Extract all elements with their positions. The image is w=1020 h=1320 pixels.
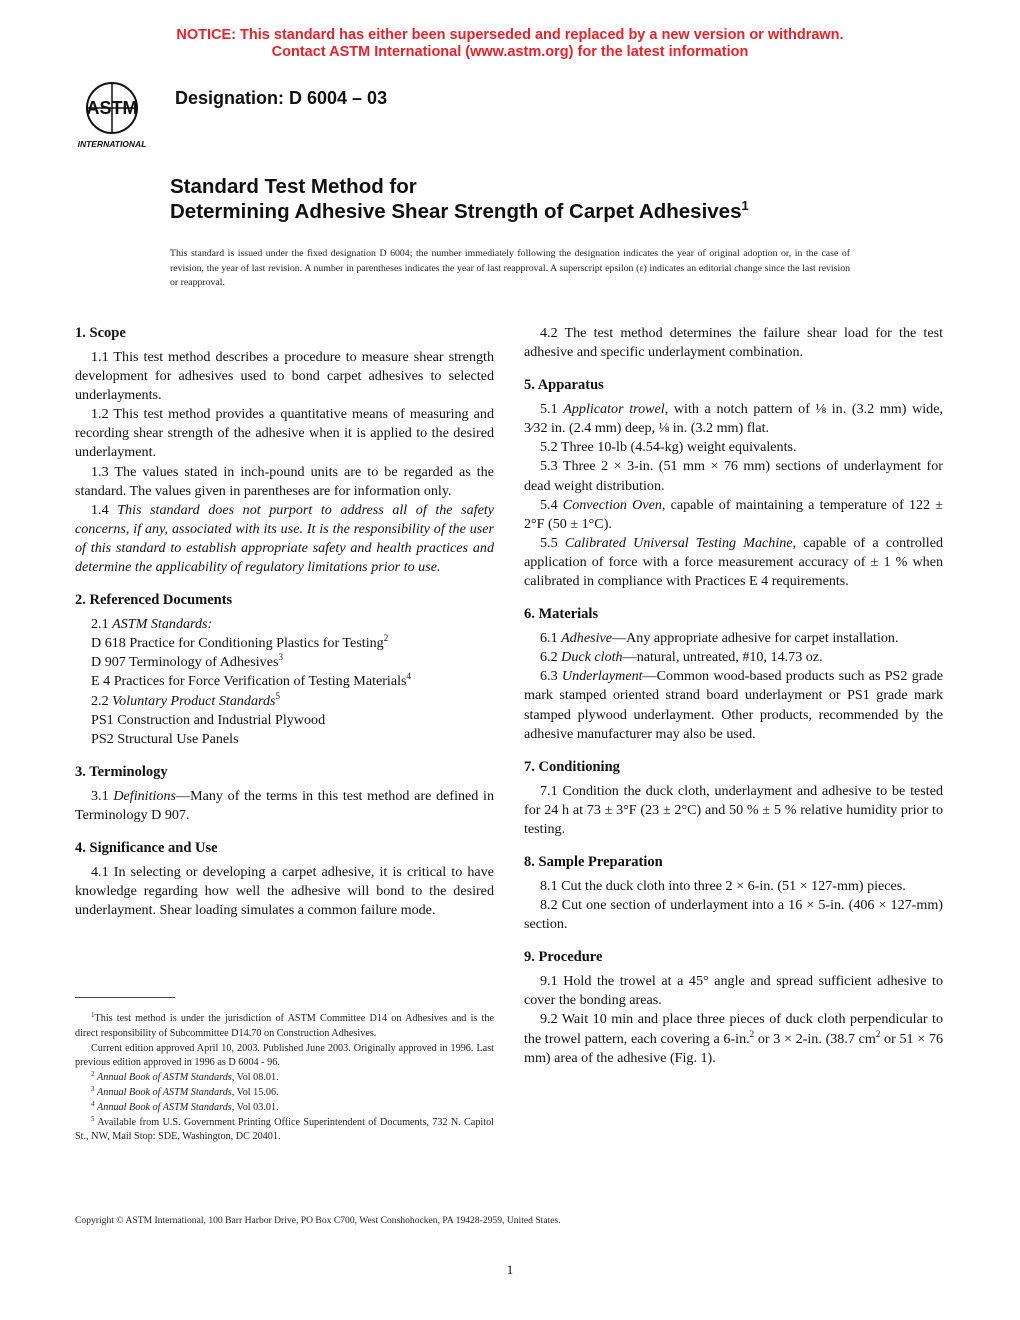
- paragraph: 5.4 Convection Oven, capable of maintaining a temperature of 122 ± 2°F (50 ± 1°C).: [524, 496, 944, 532]
- reference-item: D 618 Practice for Conditioning Plastics for Testing$^2$: [91, 633, 389, 652]
- section-heading: 4. Significance and Use: [75, 839, 218, 856]
- paragraph: 9.1 Hold the trowel at a 45° angle and spread sufficient adhesive to cover the bonding areas.: [524, 973, 943, 1009]
- left-column: [75, 324, 494, 934]
- reference-item: PS2 Structural Use Panels: [91, 730, 239, 747]
- paragraph: 5.2 Three 10-lb (4.54-kg) weight equivalents.: [540, 439, 797, 456]
- section-heading: 6. Materials: [524, 606, 599, 623]
- right-column: [524, 324, 943, 1082]
- section-significance-continued: [524, 324, 943, 362]
- paragraph: 1.2 This test method provides a quantitative means of measuring and recording shear strength of the adhesive when it is applied to the desired underlayment.: [75, 406, 494, 461]
- title-footnote-mark: 1: [741, 198, 749, 213]
- reference-item: E 4 Practices for Force Verification of Testing Materials$^4$: [91, 671, 412, 690]
- title-line-1: Standard Test Method for: [170, 175, 417, 198]
- section-terminology: [75, 763, 494, 825]
- section-heading: 7. Conditioning: [524, 758, 620, 775]
- paragraph: 5.3 Three 2 × 3-in. (51 mm × 76 mm) sections of underlayment for dead weight distribution.: [524, 458, 943, 494]
- section-heading: 3. Terminology: [75, 763, 168, 780]
- paragraph: 4.1 In selecting or developing a carpet adhesive, it is critical to have knowledge regarding how well the adhesive will bond to the desired underlayment. Shear loading simulates a common failure mode.: [75, 863, 494, 919]
- paragraph: 8.1 Cut the duck cloth into three 2 × 6-in. (51 × 127-mm) pieces.: [540, 877, 906, 894]
- paragraph: 6.3 Underlayment—Common wood-based products such as PS2 grade mark stamped oriented strand board underlayment or PS1 grade mark stamped plywood underlayment. Other products, recommended by the adhesive manufacturer may also be used.: [524, 668, 944, 742]
- paragraph: 9.2 Wait 10 min and place three pieces of duck cloth perpendicular to the trowel pattern, each covering a 6-in.$^2$ or 3 × 2-in. (38.7 $cm^2$ or 51 × 76 mm) area of the adhesive (Fig. 1).: [524, 1011, 943, 1066]
- paragraph: 7.1 Condition the duck cloth, underlayment and adhesive to be tested for 24 h at 73 ± 3°F (23 ± 2°C) and 50 % ± 5 % relative humidity prior to testing.: [524, 782, 943, 837]
- section-apparatus: [524, 376, 943, 591]
- logo-text: ASTM: [86, 98, 138, 118]
- section-materials: [524, 605, 943, 744]
- footnote: $^4$ Annual Book of ASTM Standards, Vol 03.01.: [91, 1099, 279, 1113]
- paragraph: 5.1 Applicator trowel, with a notch pattern of ⅛ in. (3.2 mm) wide, 3⁄32 in. (2.4 mm) deep, ⅛ in. (3.2 mm) flat.: [524, 401, 944, 437]
- section-heading: 5. Apparatus: [524, 377, 604, 394]
- footnote: $^2$ Annual Book of ASTM Standards, Vol 08.01.: [91, 1070, 279, 1084]
- section-conditioning: [524, 758, 943, 839]
- footnote: Current edition approved April 10, 2003. Published June 2003. Originally approved in 1996. Last previous edition approved in 1996 as D 6004 - 96.: [75, 1042, 494, 1069]
- paragraph: 1.1 This test method describes a procedure to measure shear strength development for adhesives used to bond carpet adhesives to selected underlayments.: [75, 349, 494, 404]
- notice-line-2: Contact ASTM International (www.astm.org) for the latest information: [271, 44, 749, 60]
- notice-line-1: NOTICE: This standard has either been superseded and replaced by a new version or withdrawn.: [176, 27, 844, 43]
- footnote: $^5$ Available from U.S. Government Printing Office Superintendent of Documents, 732 N. Capitol St., NW, Mail Stop: SDE, Washington, DC 20401.: [75, 1114, 495, 1143]
- reference-item: 2.2 Voluntary Product Standards$^5$: [91, 690, 281, 709]
- paragraph: 4.2 The test method determines the failure shear load for the test adhesive and specific underlayment combination.: [524, 325, 943, 361]
- section-heading: 8. Sample Preparation: [524, 853, 663, 870]
- designation: Designation: D 6004 – 03: [175, 88, 388, 108]
- issuance-note: This standard is issued under the fixed designation D 6004; the number immediately following the designation indicates the year of original adoption or, in the case of revision, the year of last revision. A number in parentheses indicates the year of last reapproval. A superscript epsilon (ε) indicates an editorial change since the last revision or reapproval.: [170, 248, 850, 288]
- footnote-divider: [75, 997, 175, 998]
- paragraph: 6.2 Duck cloth—natural, untreated, #10, 14.73 oz.: [540, 649, 823, 666]
- title-line-2: Determining Adhesive Shear Strength of Carpet Adhesives$^1$: [170, 198, 749, 223]
- logo-subtext: INTERNATIONAL: [77, 139, 147, 149]
- footnotes: [75, 1012, 494, 1145]
- withdrawn-notice: [0, 27, 1020, 61]
- paragraph: 3.1 Definitions—Many of the terms in this test method are defined in Terminology D 907.: [75, 787, 495, 823]
- footnote: $^1$This test method is under the jurisdiction of ASTM Committee D14 on Adhesives and is the direct responsibility of Subcommittee D14.70 on Construction Adhesives.: [75, 1011, 494, 1039]
- paragraph: 1.3 The values stated in inch-pound units are to be regarded as the standard. The values given in parentheses are for information only.: [75, 463, 494, 499]
- reference-item: PS1 Construction and Industrial Plywood: [91, 711, 326, 728]
- page-number: 1: [506, 1262, 514, 1277]
- paragraph: 5.5 Calibrated Universal Testing Machine, capable of a controlled application of force with a force measurement accuracy of ± 1 % when calibrated in compliance with Practices E 4 requirements.: [524, 534, 944, 590]
- document-title: [170, 174, 749, 224]
- reference-item: D 907 Terminology of Adhesives$^3$: [91, 652, 283, 671]
- paragraph: 6.1 Adhesive—Any appropriate adhesive for carpet installation.: [540, 630, 899, 647]
- copyright-notice: Copyright © ASTM International, 100 Barr Harbor Drive, PO Box C700, West Conshohocken, PA 19428-2959, United States.: [75, 1215, 561, 1226]
- paragraph: 1.4 This standard does not purport to address all of the safety concerns, if any, associated with its use. It is the responsibility of the user of this standard to establish appropriate safety and health practices and determine the applicability of regulatory limitations prior to use.: [75, 501, 494, 576]
- section-sample-preparation: [524, 853, 943, 934]
- section-procedure: [524, 948, 943, 1067]
- section-scope: [75, 324, 494, 577]
- footnote: $^3$ Annual Book of ASTM Standards, Vol 15.06.: [91, 1084, 279, 1098]
- section-heading: 1. Scope: [75, 325, 126, 341]
- section-referenced-documents: [75, 591, 494, 749]
- paragraph: 8.2 Cut one section of underlayment into a 16 × 5-in. (406 × 127-mm) section.: [524, 897, 943, 933]
- reference-item: 2.1 ASTM Standards:: [91, 616, 213, 633]
- section-heading: 2. Referenced Documents: [75, 592, 233, 609]
- section-significance: [75, 839, 494, 920]
- astm-logo: [66, 76, 162, 150]
- section-heading: 9. Procedure: [524, 949, 603, 966]
